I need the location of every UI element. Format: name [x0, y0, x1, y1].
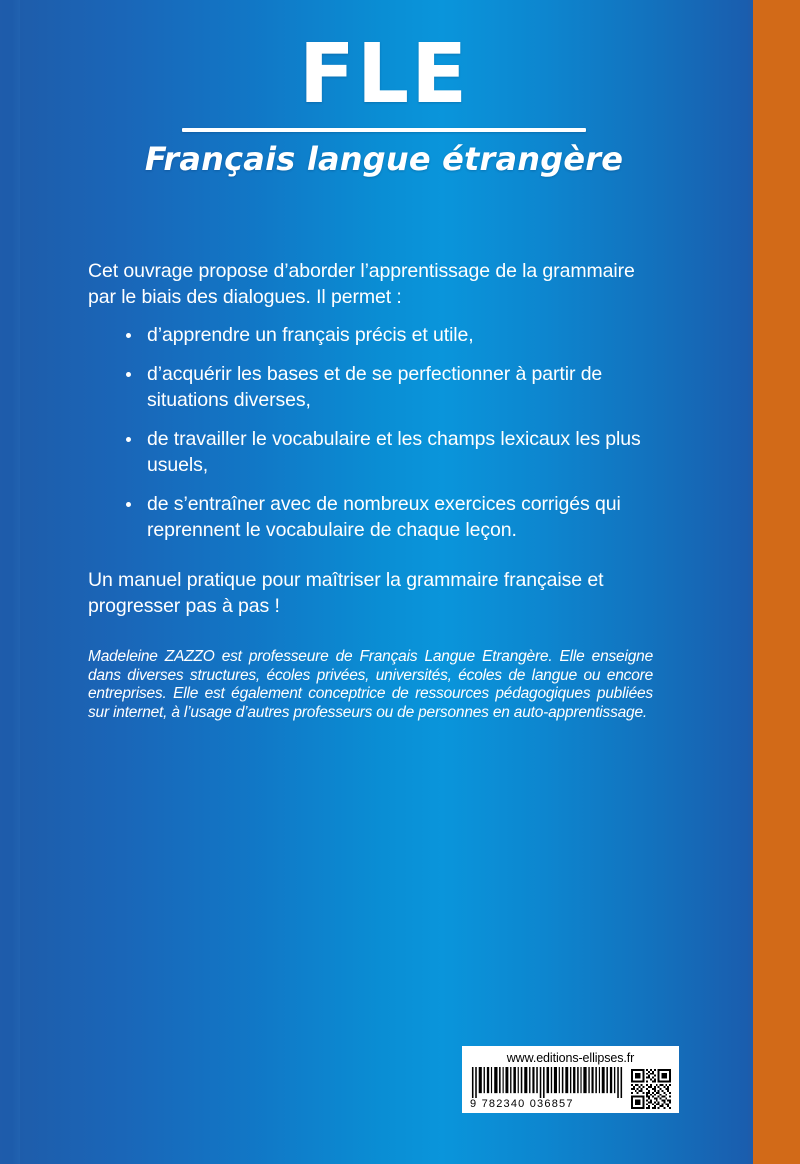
cover-left-fold-edge	[0, 0, 20, 1164]
ean-number: 9 782340 036857	[470, 1098, 574, 1110]
page-subtitle: Français langue étrangère	[144, 139, 624, 178]
lead-paragraph: Cet ouvrage propose d’aborder l’apprentissage de la grammaire par le biais des dialogues. Il permet :	[88, 260, 635, 308]
barcode-block	[462, 1046, 679, 1113]
title-divider	[182, 128, 586, 132]
list-item: d’apprendre un français précis et utile,	[126, 322, 653, 348]
book-spine	[753, 0, 800, 1164]
title-block	[20, 27, 748, 178]
barcode-bars-icon	[470, 1067, 625, 1098]
page-title: FLE	[298, 27, 470, 122]
ean-barcode	[470, 1067, 625, 1110]
list-item: d’acquérir les bases et de se perfectionner à partir de situations diverses,	[126, 361, 653, 413]
author-bio-block	[88, 648, 653, 722]
author-bio-text: Madeleine ZAZZO est professeure de Français Langue Etrangère. Elle enseigne dans diverses structures, écoles privées, universités, écoles de langue ou encore entreprises. Elle est également conceptrice de ressources pédagogiques publiées sur internet, à l’usage d’autres professeurs ou de personnes en auto-apprentissage.	[88, 648, 653, 721]
list-item: de s’entraîner avec de nombreux exercices corrigés qui reprennent le vocabulaire de chaque leçon.	[126, 491, 653, 543]
back-cover-panel	[20, 0, 748, 1164]
closing-paragraph: Un manuel pratique pour maîtriser la grammaire française et progresser pas à pas !	[88, 569, 604, 617]
publisher-url: www.editions-ellipses.fr	[506, 1051, 635, 1065]
feature-list	[88, 322, 653, 543]
qr-code-icon	[631, 1069, 671, 1109]
description-block	[88, 258, 653, 619]
barcode-row	[470, 1065, 671, 1110]
list-item: de travailler le vocabulaire et les champs lexicaux les plus usuels,	[126, 426, 653, 478]
